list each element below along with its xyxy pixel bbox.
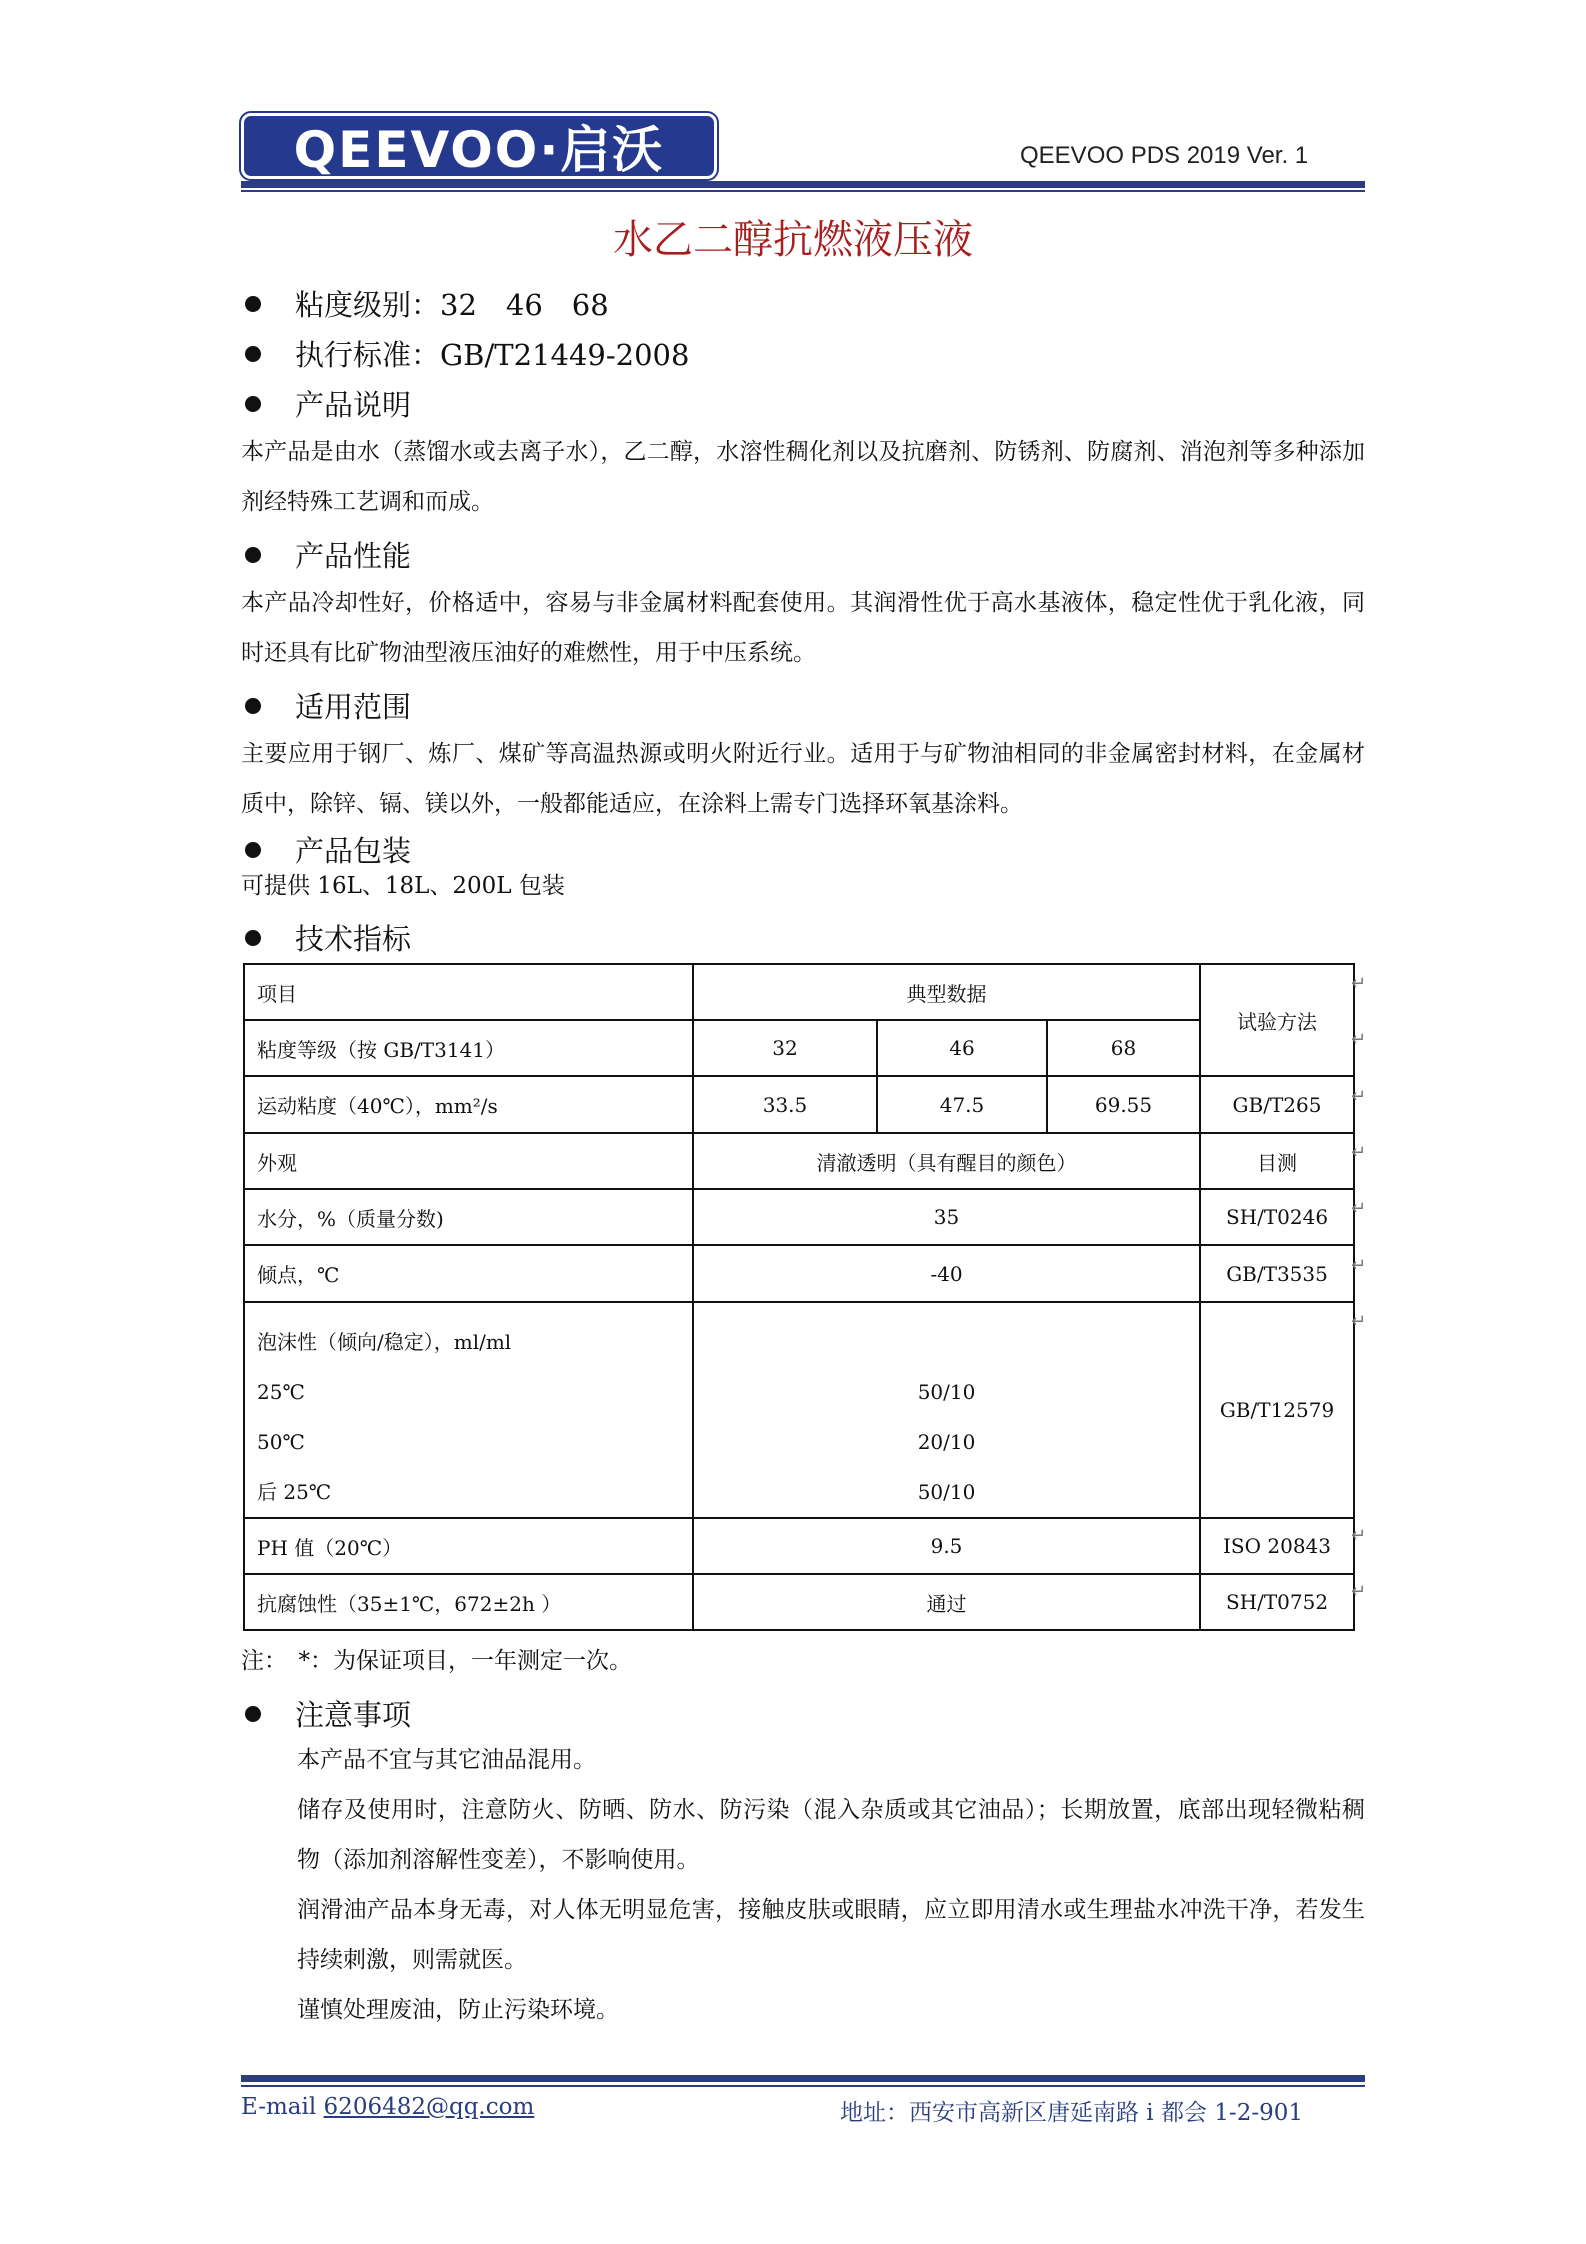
header-typical-data: 典型数据: [693, 964, 1200, 1020]
bullet-viscosity-grade: [241, 283, 609, 324]
return-mark: ↵: [1351, 1255, 1367, 1276]
description-paragraph: 本产品是由水（蒸馏水或去离子水），乙二醇，水溶性稠化剂以及抗磨剂、防锈剂、防腐剂、消泡剂等多种添加剂经特殊工艺调和而成。: [241, 439, 1365, 515]
foam-temp-1: 25℃: [257, 1380, 305, 1404]
page-title: 水乙二醇抗燃液压液: [613, 217, 973, 263]
email-link[interactable]: 6206482@qq.com: [323, 2094, 535, 2120]
bullet-dot: [245, 547, 261, 563]
performance-paragraph: 本产品冷却性好，价格适中，容易与非金属材料配套使用。其润滑性优于高水基液体，稳定性优于乳化液，同时还具有比矿物油型液压油好的难燃性，用于中压系统。: [241, 590, 1365, 666]
foam-value-2: 20/10: [917, 1430, 976, 1454]
kv-value-32: 33.5: [693, 1076, 877, 1133]
bullet-dot: [245, 1706, 261, 1722]
heading-performance: [241, 534, 411, 575]
water-value: 35: [693, 1189, 1200, 1245]
kv-method: GB/T265: [1200, 1076, 1354, 1133]
bullet-dot: [245, 930, 261, 946]
table-row: [244, 1133, 1354, 1189]
return-mark: ↵: [1351, 1581, 1367, 1602]
footer-rule-thick: [241, 2075, 1365, 2082]
foam-label-cell: [244, 1302, 693, 1518]
ph-method: ISO 20843: [1200, 1518, 1354, 1574]
corrosion-method: SH/T0752: [1200, 1574, 1354, 1630]
return-mark: ↵: [1351, 1311, 1367, 1332]
table-row: [244, 1245, 1354, 1302]
header-item: 项目: [244, 964, 693, 1020]
foam-value-cell: [693, 1302, 1200, 1518]
table-row: [244, 964, 1354, 1020]
bullet-dot: [245, 346, 261, 362]
footer-address: 地址：西安市高新区唐延南路 i 都会 1-2-901: [840, 2100, 1303, 2126]
table-row: [244, 1518, 1354, 1574]
appearance-value: 清澈透明（具有醒目的颜色）: [693, 1133, 1200, 1189]
return-mark: ↵: [1351, 1029, 1367, 1050]
viscosity-grade-text: 粘度级别：32 46 68: [295, 288, 609, 322]
heading-text: 注意事项: [295, 1698, 412, 1732]
grade-46: 46: [877, 1020, 1047, 1076]
foam-value-3: 50/10: [917, 1480, 976, 1504]
spec-table: [243, 963, 1355, 1631]
logo-text: QEEVOO·启沃: [293, 121, 665, 179]
header-rule-thick: [241, 181, 1365, 188]
bullet-standard: [241, 333, 689, 374]
foam-value-1: 50/10: [917, 1380, 976, 1404]
water-method: SH/T0246: [1200, 1189, 1354, 1245]
kv-label: 运动粘度（40℃），mm²/s: [244, 1076, 693, 1133]
bullet-dot: [245, 842, 261, 858]
table-row: [244, 1189, 1354, 1245]
heading-packaging: [241, 829, 411, 870]
heading-text: 产品说明: [295, 388, 412, 422]
heading-tech: [241, 917, 411, 958]
pour-label: 倾点，℃: [244, 1245, 693, 1302]
note-item: 谨慎处理废油，防止污染环境。: [297, 1997, 619, 2023]
table-row: [244, 1020, 1354, 1076]
return-mark: ↵: [1351, 1086, 1367, 1107]
ph-value: 9.5: [693, 1518, 1200, 1574]
grade-32: 32: [693, 1020, 877, 1076]
bullet-dot: [245, 698, 261, 714]
heading-text: 产品包装: [295, 834, 412, 868]
table-row: [244, 1302, 1354, 1518]
grade-68: 68: [1047, 1020, 1200, 1076]
return-mark: ↵: [1351, 1525, 1367, 1546]
foam-label: 泡沫性（倾向/稳定），ml/ml: [257, 1330, 512, 1354]
note-item: 润滑油产品本身无毒，对人体无明显危害，接触皮肤或眼睛，应立即用清水或生理盐水冲洗干净，若发生持续刺激，则需就医。: [297, 1897, 1365, 1973]
packaging-paragraph: 可提供 16L、18L、200L 包装: [241, 873, 565, 899]
grade-label: 粘度等级（按 GB/T3141）: [244, 1020, 693, 1076]
corrosion-value: 通过: [693, 1574, 1200, 1630]
header-test-method: 试验方法: [1200, 964, 1354, 1076]
heading-text: 适用范围: [295, 690, 412, 724]
bullet-dot: [245, 396, 261, 412]
kv-value-46: 47.5: [877, 1076, 1047, 1133]
water-label: 水分，%（质量分数): [244, 1189, 693, 1245]
kv-value-68: 69.55: [1047, 1076, 1200, 1133]
heading-application: [241, 685, 411, 726]
bullet-dot: [245, 296, 261, 312]
return-mark: ↵: [1351, 1198, 1367, 1219]
foam-method: GB/T12579: [1200, 1302, 1354, 1518]
footer-email: [241, 2094, 534, 2120]
brand-logo: [241, 113, 717, 179]
appearance-label: 外观: [244, 1133, 693, 1189]
table-note: 注： *：为保证项目，一年测定一次。: [241, 1648, 632, 1674]
email-label: E-mail: [241, 2094, 317, 2120]
return-mark: ↵: [1351, 973, 1367, 994]
table-row: [244, 1076, 1354, 1133]
pour-method: GB/T3535: [1200, 1245, 1354, 1302]
foam-temp-3: 后 25℃: [257, 1480, 332, 1504]
note-item: 储存及使用时，注意防火、防晒、防水、防污染（混入杂质或其它油品）；长期放置，底部出现轻微粘稠物（添加剂溶解性变差），不影响使用。: [297, 1797, 1365, 1873]
header-rule-thin: [241, 190, 1365, 192]
footer-rule-thin: [241, 2085, 1365, 2087]
table-row: [244, 1574, 1354, 1630]
heading-notes: [241, 1693, 411, 1734]
foam-temp-2: 50℃: [257, 1430, 305, 1454]
heading-text: 技术指标: [295, 922, 412, 956]
document-version: QEEVOO PDS 2019 Ver. 1: [1020, 142, 1309, 169]
appearance-method: 目测: [1200, 1133, 1354, 1189]
ph-label: PH 值（20℃）: [244, 1518, 693, 1574]
application-paragraph: 主要应用于钢厂、炼厂、煤矿等高温热源或明火附近行业。适用于与矿物油相同的非金属密封材料，在金属材质中，除锌、镉、镁以外，一般都能适应，在涂料上需专门选择环氧基涂料。: [241, 741, 1365, 817]
heading-text: 产品性能: [295, 539, 412, 573]
note-item: 本产品不宜与其它油品混用。: [297, 1747, 596, 1773]
pour-value: -40: [693, 1245, 1200, 1302]
corrosion-label: 抗腐蚀性（35±1℃，672±2h ）: [244, 1574, 693, 1630]
standard-text: 执行标准：GB/T21449-2008: [295, 338, 690, 372]
heading-description: [241, 383, 411, 424]
return-mark: ↵: [1351, 1142, 1367, 1163]
